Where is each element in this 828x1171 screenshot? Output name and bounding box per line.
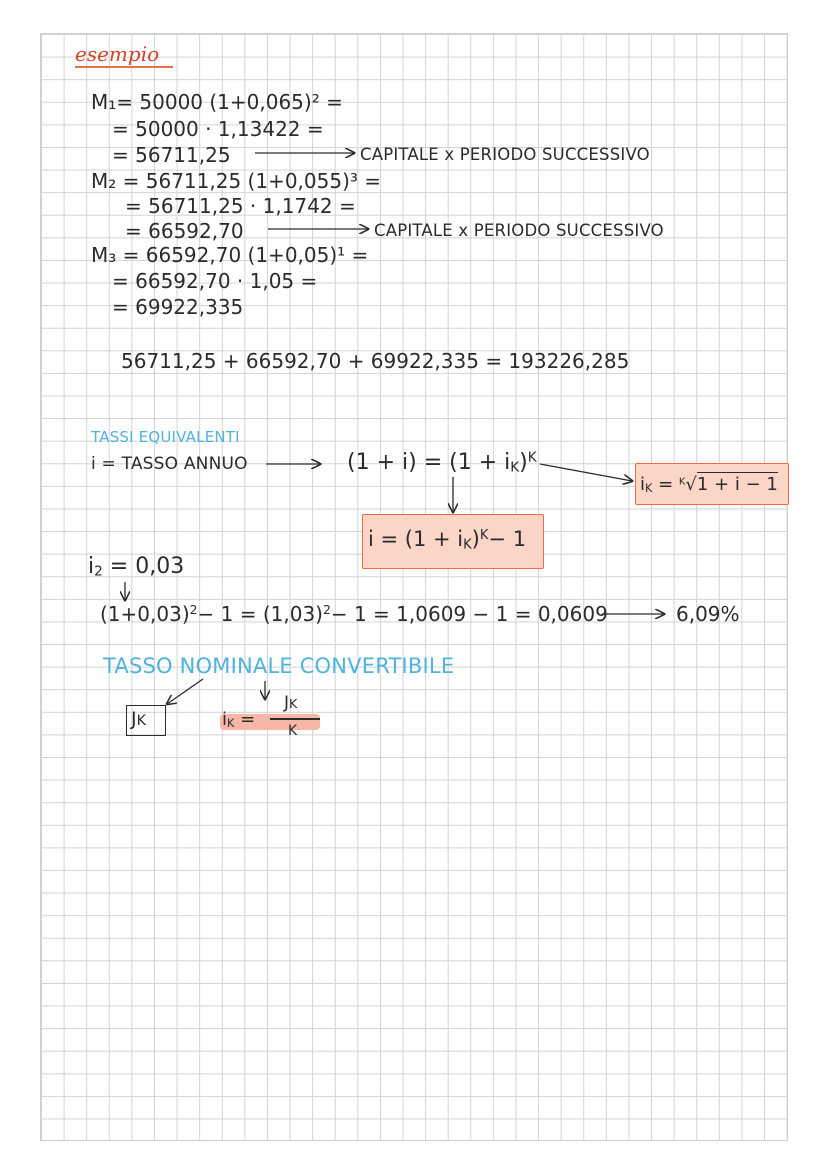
m2-note: CAPITALE x PERIODO SUCCESSIVO: [374, 221, 664, 240]
m3-line-3: = 69922,335: [112, 295, 244, 319]
m3-line-2: = 66592,70 · 1,05 =: [112, 269, 318, 293]
ik-nominal-denominator: K: [288, 723, 298, 739]
i-formula: $i = (1 + i_K)^K- 1$: [368, 527, 527, 553]
ik-nominal-lhs: $i_K$ =: [222, 709, 256, 731]
sum-line: 56711,25 + 66592,70 + 69922,335 = 193226,285: [121, 349, 630, 373]
i2-value: $i_2 = 0,03$: [88, 554, 185, 580]
page-title: esempio: [75, 42, 160, 66]
arrow-to-jk-box: [167, 679, 203, 704]
i2-calculation: $(1+0,03)^2- 1 = (1,03)^2- 1 = 1,0609 - 1 = 0,0609$: [100, 602, 608, 626]
m1-line-3: = 56711,25: [112, 143, 231, 167]
m3-line-1: M₃ = 66592,70 (1+0,05)¹ =: [91, 243, 369, 267]
tasso-annuo-definition: i = TASSO ANNUO: [91, 454, 248, 474]
ik-formula: $i_K = ^K√1 + i - 1$: [640, 474, 778, 496]
m2-line-2: = 56711,25 · 1,1742 =: [125, 194, 356, 218]
arrow-to-ik-formula: [540, 464, 632, 481]
equivalence-equation: $(1 + i) = (1 + i_K)^K$: [347, 449, 537, 476]
ik-nominal-numerator: JK: [284, 693, 298, 713]
m2-line-3: = 66592,70: [125, 219, 244, 243]
tassi-heading: TASSI EQUIVALENTI: [91, 428, 240, 446]
m2-line-1: M₂ = 56711,25 (1+0,055)³ =: [91, 169, 382, 193]
m1-line-2: = 50000 · 1,13422 =: [112, 117, 324, 141]
m1-note: CAPITALE x PERIODO SUCCESSIVO: [360, 145, 650, 164]
i2-result: 6,09%: [676, 602, 740, 626]
jk-box-label: JK: [131, 708, 146, 730]
m1-line-1: M₁= 50000 (1+0,065)² =: [91, 90, 343, 114]
nominale-heading: TASSO NOMINALE CONVERTIBILE: [103, 654, 455, 678]
